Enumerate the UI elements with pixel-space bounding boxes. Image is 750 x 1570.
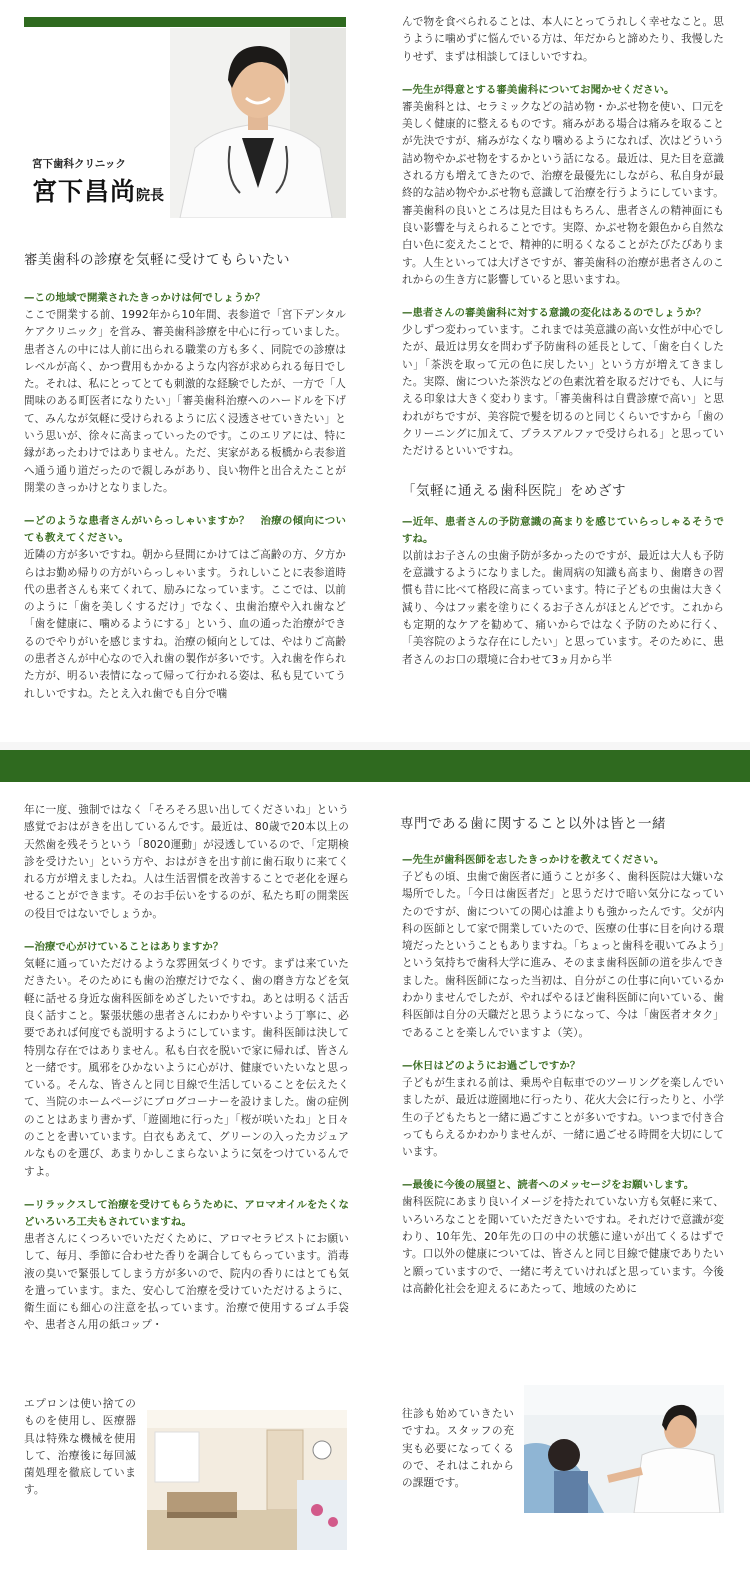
question-8: —先生が歯科医師を志したきっかけを教えてください。	[402, 854, 665, 866]
question-3: —先生が得意とする審美歯科についてお聞かせください。	[402, 83, 675, 96]
answer-2: 近隣の方が多いですね。朝から昼間にかけてはご高齢の方、夕方からはお勤め帰りの方がいらっしゃいます。うれしいことに表参道時代の患者さんも来てくれて、励みになっています。ここでは、以前のように「歯を美しくするだけ」でなく、虫歯治療や入れ歯など「歯を健康に、噛めるようにする」という、血の通った治療ができるのでやりがいを感じますね。治療の傾向としては、やはりご高齢の患者さんが中心なので入れ歯の製作が多いです。入れ歯を作られた方が、明るい表情になって帰って行かれる姿は、私も見ていてうれしいですね。たとえ入れ歯でも自分で噛	[24, 549, 346, 700]
doctor-name-block	[32, 172, 164, 208]
page-divider-top	[0, 742, 750, 750]
section-heading-3: 専門である歯に関すること以外は皆と一緒	[400, 816, 666, 832]
answer-7-wrap	[24, 1396, 136, 1500]
question-7: —リラックスして治療を受けてもらうために、アロマオイルをたくなどいろいろ工夫もされていますね。	[24, 1198, 349, 1228]
column-top-left	[24, 290, 346, 703]
clinic-name: 宮下歯科クリニック	[32, 158, 126, 170]
answer-8: 子どもの頃、虫歯で歯医者に通うことが多く、歯科医院は大嫌いな場所でした。「今日は歯医者だ」と思うだけで暗い気分になっていたのですが、歯についての関心は誰よりも強かったんです。父が内科の医師として家で開業していたので、医療の仕事に目を向ける環境だったということもありますね。「ちょっと歯科を覗いてみよう」という気持ちで歯科大学に進み、そのまま歯科医師の道を歩んできました。歯科医師になった当初は、自分がこの仕事に向いているかわかりませんでしたが、やればやるほど歯科医師に向いている、歯科医師は自分の天職だと思うようになって、今は「歯医者オタク」であることを楽しんでいますよ（笑）。	[402, 871, 724, 1039]
question-10: —最後に今後の展望と、読者へのメッセージをお願いします。	[402, 1179, 695, 1192]
question-2: —どのような患者さんがいらっしゃいますか？ 治療の傾向についても教えてください。	[24, 515, 346, 545]
portrait-photo	[170, 28, 346, 218]
question-1: —この地域で開業されたきっかけは何でしょうか？	[24, 292, 266, 304]
doctor-name: 宮下昌尚	[32, 177, 137, 206]
answer-5: 以前はお子さんの虫歯予防が多かったのですが、最近は大人も予防を意識するようになりました。歯周病の知識も高まり、歯磨きの習慣も昔に比べて格段に高まっています。特に子どもの虫歯は大きく減り、今はフッ素を塗りにくるお子さんがほとんどです。これからも定期的なケアを勧めて、痛いからではなく予防のために行く、「美容院のような存在にしたい」と思っています。そのために、患者さんのお口の環境に合わせて3ヵ月から半	[402, 549, 724, 666]
answer-10: 歯科医院にあまり良いイメージを持たれていない方も気軽に来て、いろいろなことを聞いていただきたいですね。それだけで意識が変わり、10年先、20年先の口の中の状態に違いが出てくるはずです。口以外の健康については、皆さんと同じ目線で健康でありたいと願っていますので、一緒に考えていければと思っています。今後は高齢化社会を迎えるにあたって、地域のために	[402, 1196, 724, 1295]
treatment-photo	[524, 1385, 724, 1513]
answer-5-continued: 年に一度、強制ではなく「そろそろ思い出してくださいね」という感覚でおはがきを出しているんです。最近は、80歳で20本以上の天然歯を残そうという「8020運動」が浸透しているので、「定期検診を受けたい」という方や、おはがきを出す前に歯石取りに来てくれる方が増えましたね。人は生活習慣を改善することで老化を遅らせることができます。そのお手伝いをするのが、私たち町の開業医の役目ではないでしょうか。	[24, 804, 349, 920]
answer-6: 気軽に通っていただけるような雰囲気づくりです。まずは来ていただきたい。そのためにも歯の治療だけでなく、歯の磨き方などを気軽に話せる身近な歯科医師をめざしたいですね。あとは明るく活舌良く話すこと。緊張状態の患者さんにわかりやすいよう丁寧に、必要であれば何度でも説明するようにしています。歯科医師は決して特別な存在ではありません。私も白衣を脱いで家に帰れば、皆さんと一緒です。風邪をひかないように心がけ、健康でいたいなと思っている。そんな、皆さんと同じ目線で生活していることを伝えたくて、当院のホームページにブログコーナーを設けました。歯の症例のことはあまり書かず、「遊園地に行った」「桜が咲いたね」と日々のことを書いています。白衣もあえて、グリーンの入ったカジュアルなものを選び、あまりかしこまらないように気をつけているんですよ。	[24, 958, 349, 1178]
answer-7: 患者さんにくつろいでいただくために、アロマセラピストにお願いして、毎月、季節に合わせた香りを調合してもらっています。消毒液の臭いで緊張してしまう方が多いので、院内の香りにはとても気を遣っています。また、安心して治療を受けていただけるように、衛生面にも細心の注意を払っています。治療で使用するゴム手袋や、患者さん用の紙コップ・	[24, 1232, 349, 1332]
waiting-room-photo	[147, 1410, 347, 1550]
answer-4: 少しずつ変わっています。これまでは美意識の高い女性が中心でしたが、最近は男女を問わず予防歯科の延長として、「歯を白くしたい」「茶渋を取って元の色に戻したい」という方が増えてきました。実際、歯についた茶渋などの色素沈着を取るだけでも、人に与える印象は大きく変わります。「審美歯科は自費診療で高い」と思われがちですが、美容院で髪を切るのと同じくらいですから「歯のクリーニングに加えて、プラスアルファで受けられる」と思っていただけるといいですね。	[402, 324, 724, 458]
answer-7-continued: エプロンは使い捨てのものを使用し、医療器具は特殊な機械を使用して、治療後に毎回滅菌処理を徹底しています。	[24, 1398, 136, 1497]
answer-10-wrap	[402, 1406, 514, 1492]
question-5: —近年、患者さんの予防意識の高まりを感じていらっしゃるそうですね。	[402, 515, 724, 545]
answer-2-continued: んで物を食べられることは、本人にとってうれしく幸せなこと。思うように噛めずに悩んでいる方は、年だからと諦めたり、我慢したりせず、まずは相談してほしいですね。	[402, 16, 724, 63]
column-bottom-right	[402, 852, 724, 1298]
question-9: —休日はどのようにお過ごしですか？	[402, 1059, 581, 1072]
column-top-right	[402, 14, 724, 669]
header-bar	[24, 17, 346, 27]
column-bottom-left	[24, 802, 349, 1335]
answer-9: 子どもが生まれる前は、乗馬や自転車でのツーリングを楽しんでいましたが、最近は遊園地に行ったり、花火大会に行ったりと、小学生の子どもたちと一緒に過ごすことが多いですね。いつまで付き合ってもらえるかわかりませんが、一緒に過ごせる時間を大切にしています。	[402, 1076, 724, 1159]
question-4: —患者さんの審美歯科に対する意識の変化はあるのでしょうか？	[402, 307, 707, 320]
doctor-title: 院長	[136, 188, 165, 204]
answer-1: ここで開業する前、1992年から10年間、表参道で「宮下デンタルケアクリニック」を営み、審美歯科診療を中心に行っていました。患者さんの中には人前に出られる職業の方も多く、同院での診療はレベルが高く、かつ費用もかかるような内容が求められる毎日でした。それは、私にとってとても刺激的な経験でしたが、一方で「人間味のある町医者になりたい」「審美歯科治療へのハードルを下げて、みんなが気軽に受けられるように広く浸透させていきたい」という思いが、徐々に高まっていったのです。このエリアには、特に縁があったわけではありません。ただ、実家がある板橋から表参道へ通う通り道だったので親しみがあり、良い物件と出合えたことが開業のきっかけとなりました。	[24, 309, 346, 494]
page-divider	[0, 750, 750, 782]
section-heading-2: 「気軽に通える歯科医院」をめざす	[402, 482, 626, 499]
question-6: —治療で心がけていることはありますか？	[24, 941, 224, 954]
answer-10-continued: 往診も始めていきたいですね。スタッフの充実も必要になってくるので、それはこれからの課題です。	[402, 1408, 514, 1490]
answer-3: 審美歯科とは、セラミックなどの詰め物・かぶせ物を使い、口元を美しく健康的に整えるものです。痛みがある場合は痛みを取ることが先決ですが、痛みがなくなり噛めるようになれば、次はどういう詰め物やかぶせ物をするかという話になる。最近は、見た目を意識される方も増えてきたので、治療を最優先にしながら、私自身が最終的な詰め物やかぶせ物も意識して治療を行うようにしています。審美歯科の良いところは見た目はもちろん、患者さんの精神面にも良い影響を与えられることです。実際、かぶせ物を銀色から自然な白い色に変えたことで、精神的に明るくなることがたびたびあります。人生といっては大げさですが、審美歯科の治療が患者さんのこれからの生き方に影響していると思いますね。	[402, 100, 724, 286]
section-heading-1: 審美歯科の診療を気軽に受けてもらいたい	[24, 252, 290, 268]
